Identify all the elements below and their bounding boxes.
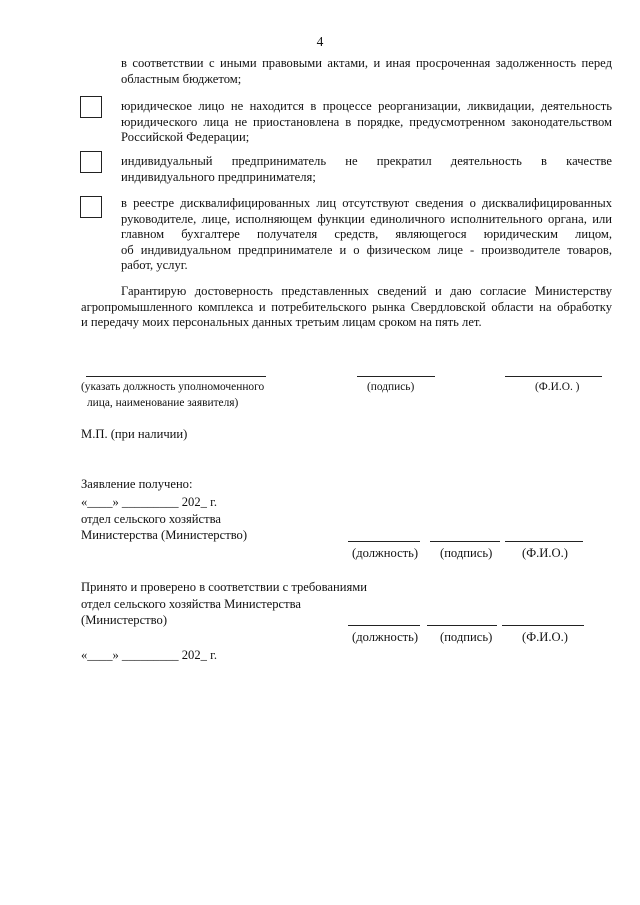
- text-line: работ, услуг.: [121, 258, 188, 272]
- received-fio-line: [505, 541, 583, 542]
- entrepreneur-item-text: [121, 154, 612, 185]
- text-line: юридического лица не приостановлена в порядке, предусмотренном законодательством: [121, 114, 612, 129]
- reorganization-item-text: [121, 99, 612, 146]
- budget-item-text: [121, 56, 612, 87]
- guarantee-paragraph: [81, 284, 612, 331]
- text-line: в соответствии с иными правовыми актами, и иная просроченная задолженность перед: [121, 56, 612, 70]
- position-signature-line: [86, 376, 266, 377]
- reorganization-checkbox[interactable]: [80, 96, 102, 118]
- received-signature-line: [430, 541, 500, 542]
- text-line: агропромышленного комплекса и потребительского рынка Свердловской области на обработку: [81, 299, 612, 314]
- text-line: об индивидуальном предпринимателе и о физическом лице - производителе товаров,: [121, 242, 612, 257]
- signature-line: [357, 376, 435, 377]
- text-line: индивидуальный предприниматель не прекратил деятельность в качестве: [121, 154, 612, 168]
- fio-caption: (Ф.И.О. ): [535, 381, 580, 393]
- verified-signature-line: [427, 625, 497, 626]
- position-caption-2: лица, наименование заявителя): [87, 397, 239, 409]
- position-caption-1: (указать должность уполномоченного: [81, 381, 265, 393]
- received-title: Заявление получено:: [81, 477, 193, 491]
- verified-signature-caption: (подпись): [440, 630, 493, 644]
- verified-line-2: отдел сельского хозяйства Министерства: [81, 597, 302, 611]
- verified-position-line: [348, 625, 420, 626]
- verified-date: «____» _________ 202_ г.: [81, 648, 217, 662]
- text-line: и передачу моих персональных данных третьим лицам сроком на пять лет.: [81, 315, 482, 329]
- text-line: Российской Федерации;: [121, 130, 250, 144]
- received-signature-caption: (подпись): [440, 546, 493, 560]
- entrepreneur-checkbox[interactable]: [80, 151, 102, 173]
- text-line: Гарантирую достоверность представленных сведений и даю согласие Министерству: [121, 284, 612, 298]
- received-date: «____» _________ 202_ г.: [81, 495, 217, 509]
- text-line: в реестре дисквалифицированных лиц отсутствуют сведения о дисквалифицированных: [121, 196, 612, 210]
- received-position-line: [348, 541, 420, 542]
- disqualification-item-text: [121, 196, 612, 274]
- verified-position-caption: (должность): [352, 630, 419, 644]
- text-line: индивидуального предпринимателя;: [121, 169, 316, 184]
- fio-line: [505, 376, 602, 377]
- verified-line-3: (Министерство): [81, 613, 168, 627]
- verified-fio-caption: (Ф.И.О.): [522, 630, 568, 644]
- text-line: областным бюджетом;: [121, 71, 242, 86]
- verified-line-1: Принято и проверено в соответствии с требованиями: [81, 580, 367, 594]
- received-department: отдел сельского хозяйства: [81, 512, 222, 526]
- text-line: главном бухгалтере получателя средств, являющегося юридическим лицом,: [121, 227, 612, 241]
- signature-caption: (подпись): [367, 381, 415, 393]
- text-line: юридическое лицо не находится в процессе реорганизации, ликвидации, деятельность: [121, 99, 612, 113]
- verified-fio-line: [502, 625, 584, 626]
- received-position-caption: (должность): [352, 546, 419, 560]
- received-fio-caption: (Ф.И.О.): [522, 546, 568, 560]
- stamp-label: М.П. (при наличии): [81, 427, 188, 441]
- page-number: 4: [316, 34, 324, 49]
- disqualification-registry-checkbox[interactable]: [80, 196, 102, 218]
- text-line: руководителе, лице, исполняющем функции единоличного исполнительного органа, или: [121, 211, 612, 226]
- received-ministry: Министерства (Министерство): [81, 528, 248, 542]
